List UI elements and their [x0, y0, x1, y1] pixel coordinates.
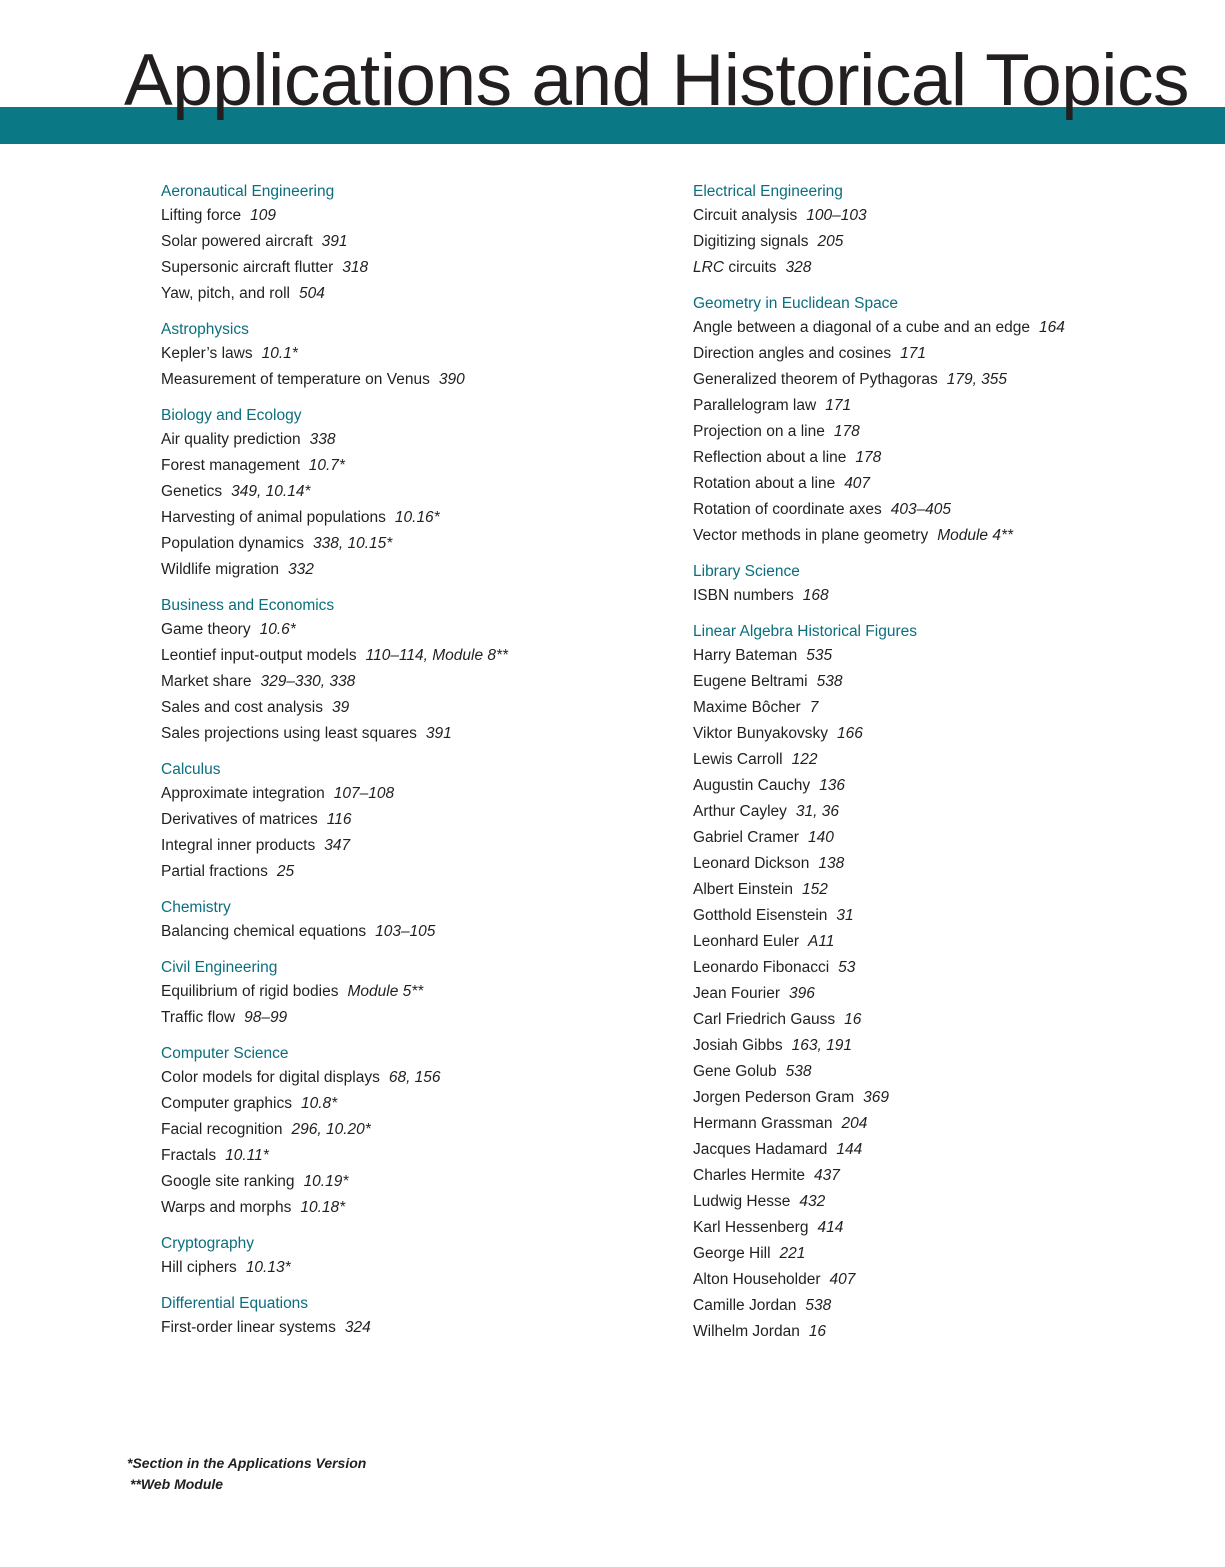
index-entry: [693, 825, 1213, 851]
entry-label: Leonardo Fibonacci: [693, 959, 830, 976]
entry-pages: 10.6*: [259, 621, 296, 638]
entry-label: Approximate integration: [161, 785, 325, 802]
entry-label: Wildlife migration: [161, 561, 280, 578]
section-heading: Cryptography: [161, 1235, 255, 1252]
entry-pages: 390: [438, 371, 465, 388]
entry-label: Leonhard Euler: [693, 933, 799, 950]
index-section: [693, 560, 1213, 609]
entry-label: Leontief input-output models: [161, 647, 357, 664]
entry-label: Solar powered aircraft: [161, 233, 313, 250]
section-heading: Linear Algebra Historical Figures: [693, 623, 917, 640]
entry-pages: 10.13*: [245, 1259, 291, 1276]
index-entry: [693, 523, 1213, 549]
entry-label: Yaw, pitch, and roll: [161, 285, 290, 302]
index-entry: [693, 1137, 1213, 1163]
entry-label: Projection on a line: [693, 423, 825, 440]
entry-pages: 349, 10.14*: [231, 483, 311, 500]
entry-label: Game theory: [161, 621, 251, 638]
entry-label: First-order linear systems: [161, 1319, 336, 1336]
entry-label: Market share: [161, 673, 252, 690]
entry-label: Harry Bateman: [693, 647, 798, 664]
entry-label: George Hill: [693, 1245, 771, 1262]
index-entry: [161, 453, 661, 479]
index-entry: [693, 1163, 1213, 1189]
index-entry: [693, 903, 1213, 929]
index-entry: [161, 281, 661, 307]
index-entry: [693, 773, 1213, 799]
entry-label: Eugene Beltrami: [693, 673, 808, 690]
entry-label: Viktor Bunyakovsky: [693, 725, 828, 742]
index-entry: [693, 255, 1213, 281]
entry-label: Facial recognition: [161, 1121, 283, 1138]
entry-label: Hill ciphers: [161, 1259, 237, 1276]
index-entry: [161, 505, 661, 531]
entry-label: Lifting force: [161, 207, 242, 224]
index-entry: [693, 1215, 1213, 1241]
entry-pages: 166: [836, 725, 863, 742]
index-entry: [693, 1189, 1213, 1215]
entry-label: ISBN numbers: [693, 587, 794, 604]
entry-pages: 10.7*: [308, 457, 345, 474]
index-entry: [161, 531, 661, 557]
index-entry: [693, 583, 1213, 609]
entry-label: Supersonic aircraft flutter: [161, 259, 334, 276]
index-entry: [693, 955, 1213, 981]
entry-pages: 204: [841, 1115, 868, 1132]
entry-pages: 318: [342, 259, 369, 276]
index-entry: [693, 851, 1213, 877]
index-entry: [693, 445, 1213, 471]
entry-label: Population dynamics: [161, 535, 305, 552]
entry-label: Derivatives of matrices: [161, 811, 318, 828]
entry-pages: 369: [863, 1089, 889, 1106]
entry-pages: 68, 156: [388, 1069, 441, 1086]
entry-pages: 432: [799, 1193, 826, 1210]
section-heading: Library Science: [693, 563, 800, 580]
index-entry: [161, 1315, 661, 1341]
section-heading: Computer Science: [161, 1045, 289, 1062]
entry-pages: 10.18*: [300, 1199, 346, 1216]
entry-pages: 538: [816, 673, 843, 690]
index-entry: [161, 1143, 661, 1169]
entry-pages: 103–105: [375, 923, 436, 940]
entry-label: Jacques Hadamard: [693, 1141, 828, 1158]
entry-pages: 163, 191: [791, 1037, 852, 1054]
entry-pages: 504: [298, 285, 325, 302]
index-section: [161, 594, 661, 747]
index-entry: [161, 669, 661, 695]
index-entry: [161, 479, 661, 505]
index-section: [161, 1292, 661, 1341]
entry-label: Sales projections using least squares: [161, 725, 417, 742]
entry-pages: 53: [838, 959, 856, 976]
index-entry: [693, 1007, 1213, 1033]
entry-pages: 7: [809, 699, 819, 716]
section-heading: Electrical Engineering: [693, 183, 843, 200]
entry-label: Reflection about a line: [693, 449, 847, 466]
index-entry: [161, 1255, 661, 1281]
entry-label: Measurement of temperature on Venus: [161, 371, 430, 388]
section-heading: Aeronautical Engineering: [161, 183, 335, 200]
entry-label: Carl Friedrich Gauss: [693, 1011, 836, 1028]
entry-label: Parallelogram law: [693, 397, 817, 414]
index-section: [693, 292, 1213, 549]
index-entry: [161, 617, 661, 643]
entry-pages: 396: [789, 985, 815, 1002]
entry-pages: 98–99: [244, 1009, 288, 1026]
entry-pages: 178: [855, 449, 882, 466]
entry-pages: 10.1*: [261, 345, 298, 362]
index-entry: [693, 341, 1213, 367]
entry-label: Maxime Bôcher: [693, 699, 801, 716]
index-entry: [693, 695, 1213, 721]
index-section: [161, 758, 661, 885]
entry-pages: 16: [844, 1011, 862, 1028]
entry-pages: 178: [833, 423, 860, 440]
index-entry: [693, 747, 1213, 773]
entry-label: Gotthold Eisenstein: [693, 907, 828, 924]
index-entry: [693, 497, 1213, 523]
section-heading: Astrophysics: [161, 321, 249, 338]
index-entry: [693, 981, 1213, 1007]
entry-pages: 164: [1038, 319, 1065, 336]
entry-label: LRC circuits: [693, 259, 777, 276]
entry-pages: 407: [844, 475, 871, 492]
entry-label: Arthur Cayley: [693, 803, 787, 820]
index-entry: [161, 203, 661, 229]
entry-label: Lewis Carroll: [693, 751, 783, 768]
section-heading: Biology and Ecology: [161, 407, 302, 424]
index-entry: [693, 367, 1213, 393]
entry-pages: 136: [819, 777, 846, 794]
index-entry: [161, 1195, 661, 1221]
entry-pages: 116: [326, 811, 352, 828]
entry-pages: 10.11*: [225, 1147, 269, 1164]
index-entry: [161, 367, 661, 393]
entry-pages: 332: [288, 561, 314, 578]
index-entry: [161, 807, 661, 833]
index-entry: [693, 1267, 1213, 1293]
entry-label: Camille Jordan: [693, 1297, 797, 1314]
entry-label: Color models for digital displays: [161, 1069, 380, 1086]
entry-label: Warps and morphs: [161, 1199, 292, 1216]
entry-label-italic: LRC: [693, 259, 725, 276]
entry-label: Genetics: [161, 483, 223, 500]
entry-label: Forest management: [161, 457, 300, 474]
index-section: [161, 1042, 661, 1221]
entry-label: Balancing chemical equations: [161, 923, 367, 940]
entry-label: Gabriel Cramer: [693, 829, 799, 846]
footnote-web-module: **Web Module: [130, 1476, 224, 1492]
index-entry: [693, 721, 1213, 747]
index-entry: [693, 419, 1213, 445]
entry-pages: 39: [331, 699, 350, 716]
entry-label: Vector methods in plane geometry: [693, 527, 929, 544]
entry-pages: 171: [825, 397, 852, 414]
entry-pages: Module 5**: [347, 983, 424, 1000]
index-section: [693, 620, 1213, 1345]
index-section: [693, 180, 1213, 281]
entry-pages: 347: [324, 837, 351, 854]
entry-pages: 324: [344, 1319, 371, 1336]
entry-pages: 122: [791, 751, 818, 768]
entry-pages: 329–330, 338: [260, 673, 356, 690]
index-entry: [693, 1293, 1213, 1319]
entry-pages: 205: [817, 233, 844, 250]
entry-pages: 140: [807, 829, 834, 846]
entry-label: Air quality prediction: [161, 431, 301, 448]
index-entry: [161, 427, 661, 453]
section-heading: Business and Economics: [161, 597, 335, 614]
index-entry: [693, 643, 1213, 669]
entry-pages: 144: [836, 1141, 863, 1158]
index-entry: [693, 1059, 1213, 1085]
entry-pages: 100–103: [806, 207, 867, 224]
entry-label: Ludwig Hesse: [693, 1193, 791, 1210]
entry-pages: 138: [818, 855, 845, 872]
index-entry: [161, 979, 661, 1005]
entry-pages: 168: [802, 587, 829, 604]
index-entry: [693, 799, 1213, 825]
entry-label: Jean Fourier: [693, 985, 781, 1002]
index-entry: [161, 341, 661, 367]
entry-label: Alton Householder: [693, 1271, 821, 1288]
footnote-section: *Section in the Applications Version: [127, 1455, 367, 1471]
index-entry: [693, 669, 1213, 695]
index-entry: [693, 393, 1213, 419]
footnotes: [127, 1453, 366, 1495]
index-entry: [161, 781, 661, 807]
entry-pages: 296, 10.20*: [291, 1121, 371, 1138]
index-entry: [693, 471, 1213, 497]
index-entry: [161, 833, 661, 859]
entry-label: Sales and cost analysis: [161, 699, 323, 716]
entry-pages: 110–114, Module 8**: [365, 647, 509, 664]
entry-label: Augustin Cauchy: [693, 777, 811, 794]
entry-pages: 407: [829, 1271, 856, 1288]
entry-label: Wilhelm Jordan: [693, 1323, 800, 1340]
index-entry: [161, 859, 661, 885]
entry-pages: 107–108: [333, 785, 395, 802]
index-entry: [161, 1091, 661, 1117]
index-section: [161, 1232, 661, 1281]
entry-label: Computer graphics: [161, 1095, 292, 1112]
section-heading: Geometry in Euclidean Space: [693, 295, 899, 312]
entry-label: Fractals: [161, 1147, 217, 1164]
index-entry: [161, 643, 661, 669]
entry-pages: 535: [806, 647, 833, 664]
entry-pages: 403–405: [890, 501, 952, 518]
entry-label: Traffic flow: [161, 1009, 236, 1026]
entry-label: Charles Hermite: [693, 1167, 805, 1184]
index-entry: [161, 255, 661, 281]
entry-pages: 31: [836, 907, 854, 924]
entry-label: Hermann Grassman: [693, 1115, 833, 1132]
entry-label: Integral inner products: [161, 837, 316, 854]
entry-label: Albert Einstein: [693, 881, 793, 898]
entry-pages: 10.16*: [394, 509, 440, 526]
entry-pages: 171: [900, 345, 927, 362]
entry-label: Gene Golub: [693, 1063, 777, 1080]
index-section: [161, 896, 661, 945]
index-entry: [693, 1111, 1213, 1137]
index-section: [161, 956, 661, 1031]
entry-label: Karl Hessenberg: [693, 1219, 809, 1236]
index-entry: [161, 229, 661, 255]
index-entry: [693, 229, 1213, 255]
entry-label: Direction angles and cosines: [693, 345, 892, 362]
index-column-right: [693, 180, 1213, 1356]
entry-label: Circuit analysis: [693, 207, 798, 224]
entry-pages: 221: [779, 1245, 806, 1262]
index-entry: [161, 557, 661, 583]
entry-pages: 391: [321, 233, 348, 250]
entry-label: Generalized theorem of Pythagoras: [693, 371, 938, 388]
entry-pages: 338: [309, 431, 336, 448]
index-entry: [161, 721, 661, 747]
index-section: [161, 318, 661, 393]
entry-pages: 10.8*: [300, 1095, 338, 1112]
entry-pages: 338, 10.15*: [313, 535, 393, 552]
entry-pages: 328: [785, 259, 812, 276]
entry-label: Partial fractions: [161, 863, 268, 880]
index-entry: [693, 1033, 1213, 1059]
entry-pages: 179, 355: [946, 371, 1008, 388]
entry-label: Jorgen Pederson Gram: [693, 1089, 855, 1106]
entry-pages: A11: [808, 933, 835, 950]
entry-pages: Module 4**: [937, 527, 1014, 544]
index-entry: [161, 1065, 661, 1091]
entry-pages: 25: [276, 863, 295, 880]
section-heading: Civil Engineering: [161, 959, 278, 976]
entry-pages: 437: [813, 1167, 840, 1184]
entry-label: Angle between a diagonal of a cube and an edge: [693, 319, 1030, 336]
entry-label: Josiah Gibbs: [693, 1037, 783, 1054]
section-heading: Calculus: [161, 761, 221, 778]
page-title: Applications and Historical Topics: [124, 40, 1190, 121]
entry-label: Rotation of coordinate axes: [693, 501, 882, 518]
section-heading: Differential Equations: [161, 1295, 309, 1312]
index-entry: [693, 1319, 1213, 1345]
entry-pages: 538: [805, 1297, 832, 1314]
section-heading: Chemistry: [161, 899, 231, 916]
index-entry: [693, 203, 1213, 229]
entry-pages: 31, 36: [795, 803, 840, 820]
entry-label: Kepler’s laws: [161, 345, 253, 362]
entry-label: Equilibrium of rigid bodies: [161, 983, 339, 1000]
entry-pages: 10.19*: [303, 1173, 349, 1190]
index-section: [161, 180, 661, 307]
index-entry: [161, 695, 661, 721]
entry-label: Harvesting of animal populations: [161, 509, 386, 526]
index-entry: [161, 919, 661, 945]
index-entry: [693, 929, 1213, 955]
index-section: [161, 404, 661, 583]
index-entry: [693, 1241, 1213, 1267]
entry-label: Leonard Dickson: [693, 855, 810, 872]
entry-pages: 16: [808, 1323, 827, 1340]
index-entry: [693, 1085, 1213, 1111]
index-entry: [693, 315, 1213, 341]
entry-label: Google site ranking: [161, 1173, 295, 1190]
entry-pages: 152: [801, 881, 828, 898]
entry-label: Rotation about a line: [693, 475, 836, 492]
index-entry: [161, 1005, 661, 1031]
index-entry: [161, 1117, 661, 1143]
index-column-left: [161, 180, 661, 1352]
entry-pages: 414: [817, 1219, 844, 1236]
index-entry: [161, 1169, 661, 1195]
index-entry: [693, 877, 1213, 903]
entry-pages: 109: [250, 207, 277, 224]
entry-label: Digitizing signals: [693, 233, 809, 250]
entry-pages: 538: [785, 1063, 812, 1080]
entry-pages: 391: [425, 725, 452, 742]
